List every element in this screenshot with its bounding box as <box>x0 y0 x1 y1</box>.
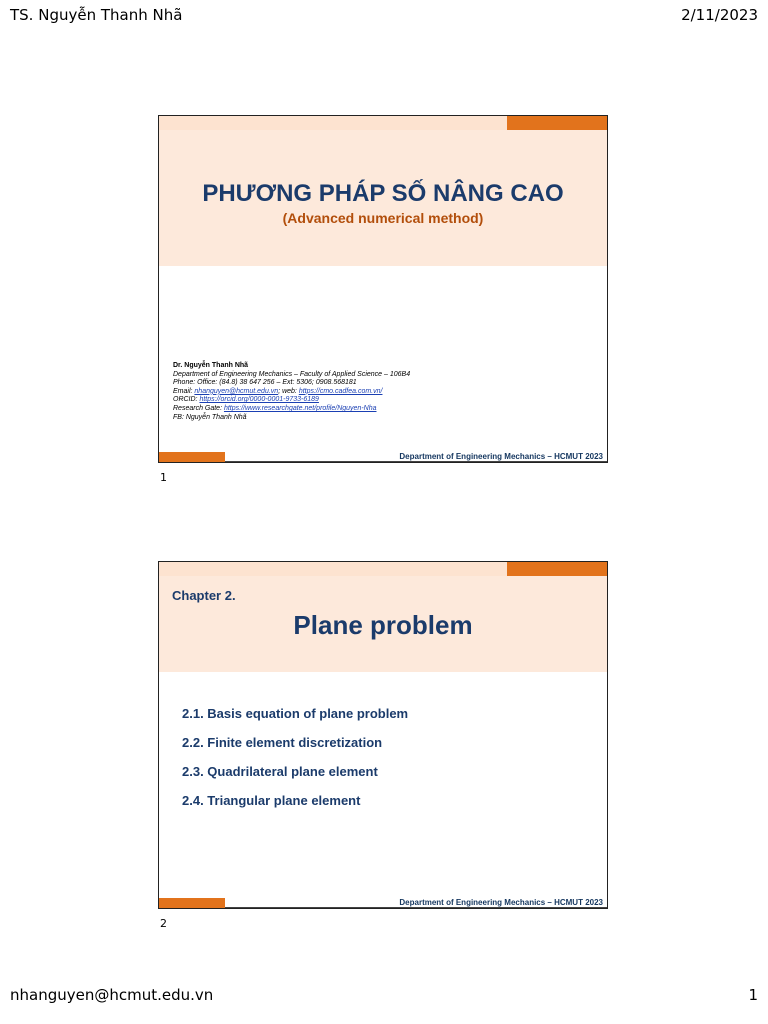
slide-title: PHƯƠNG PHÁP SỐ NÂNG CAO <box>202 180 564 207</box>
email-line <box>173 388 410 397</box>
web-link[interactable]: https://cmo.cadfea.com.vn/ <box>298 387 383 395</box>
accent-block <box>507 562 607 576</box>
researchgate-link[interactable]: https://www.researchgate.net/profile/Nguyen-Nha <box>223 404 377 412</box>
web-label: ; web: <box>278 387 299 395</box>
bottom-accent-block <box>159 898 225 908</box>
author-info <box>173 362 410 422</box>
toc-item: 2.2. Finite element discretization <box>182 735 383 750</box>
header-date: 2/11/2023 <box>681 6 758 24</box>
footer-email: nhanguyen@hcmut.edu.vn <box>10 986 214 1004</box>
slide-number: 2 <box>160 917 167 930</box>
slide-top-bar <box>159 116 607 130</box>
toc-item: 2.4. Triangular plane element <box>182 793 361 808</box>
toc-item: 2.1. Basis equation of plane problem <box>182 706 409 721</box>
email-link[interactable]: nhanguyen@hcmut.edu.vn <box>194 387 279 395</box>
orcid-link[interactable]: https://orcid.org/0000-0001-9733-6189 <box>199 396 319 404</box>
slide-title: Plane problem <box>293 610 473 640</box>
toc-item: 2.3. Quadrilateral plane element <box>182 764 378 779</box>
bottom-rule <box>225 907 607 908</box>
footer-page-number: 1 <box>748 986 758 1004</box>
bottom-accent-block <box>159 452 225 462</box>
orcid-label: ORCID: <box>173 396 200 404</box>
table-of-contents <box>182 706 408 822</box>
chapter-label: Chapter 2. <box>172 588 236 603</box>
facebook-line: FB: Nguyễn Thanh Nhã <box>173 413 247 421</box>
department-line: Department of Engineering Mechanics – Faculty of Applied Science – 106B4 <box>173 370 411 378</box>
slide-top-bar <box>159 562 607 576</box>
slide-subtitle: (Advanced numerical method) <box>282 210 484 226</box>
email-label: Email: <box>173 387 195 395</box>
bottom-rule <box>225 461 607 462</box>
slide-footer-text: Department of Engineering Mechanics – HCMUT 2023 <box>399 452 603 461</box>
researchgate-line <box>173 405 410 414</box>
accent-block <box>507 116 607 130</box>
slide-footer-text: Department of Engineering Mechanics – HCMUT 2023 <box>399 898 603 907</box>
slide-1 <box>158 115 608 463</box>
slide-2 <box>158 561 608 909</box>
researchgate-label: Research Gate: <box>173 404 224 412</box>
slide-number: 1 <box>160 471 167 484</box>
header-author: TS. Nguyễn Thanh Nhã <box>10 6 183 24</box>
author-name: Dr. Nguyễn Thanh Nhã <box>173 362 249 369</box>
phone-line: Phone: Office: (84.8) 38 647 256 – Ext: 5306; 0908.568181 <box>173 379 357 387</box>
orcid-line <box>173 396 410 405</box>
